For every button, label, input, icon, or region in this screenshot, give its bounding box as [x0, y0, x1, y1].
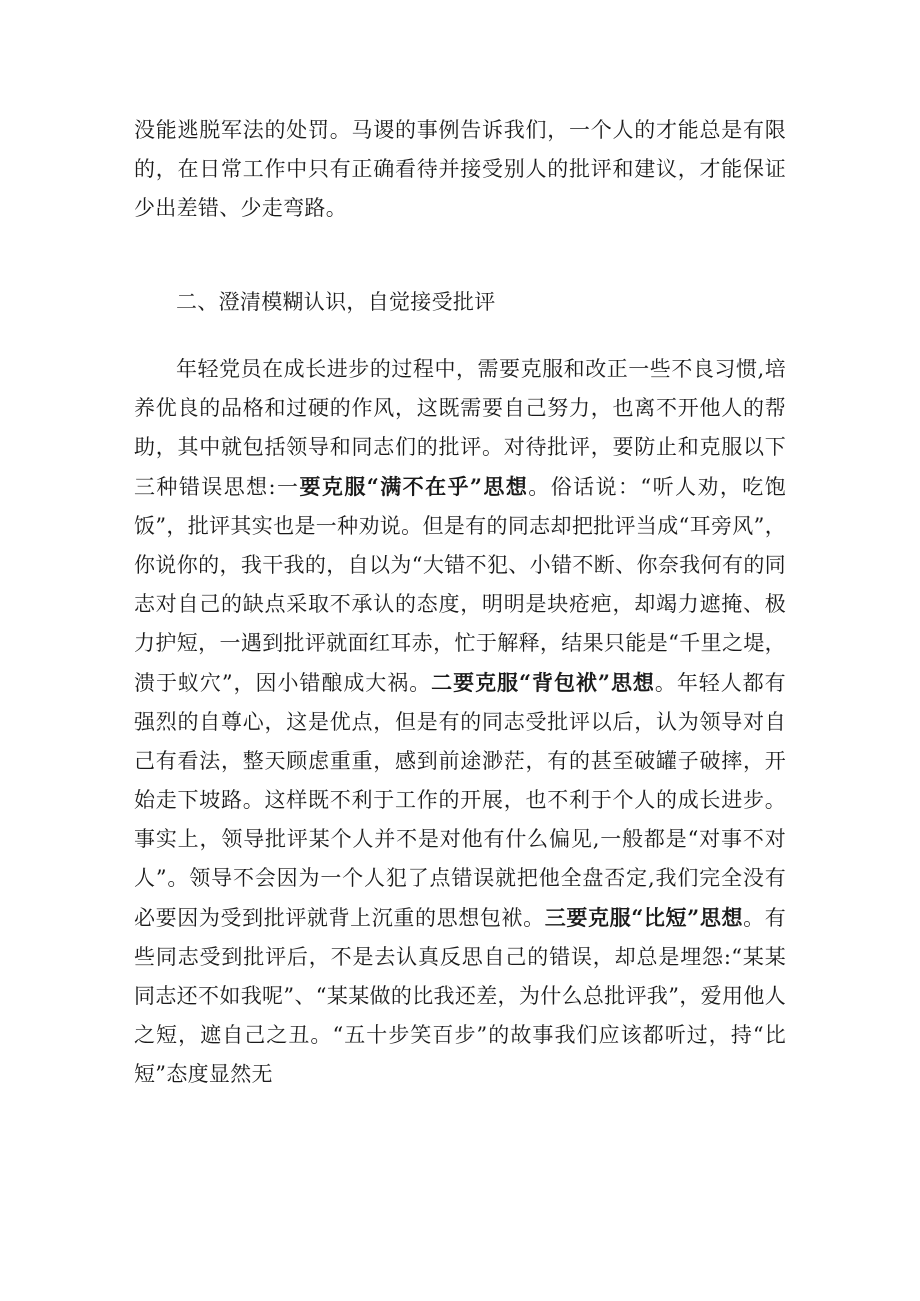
- paragraph-text: 。年轻人都有强烈的自尊心，这是优点，但是有的同志受批评以后，认为领导对自己有看法，整天顾虑重重，感到前途渺茫，有的甚至破罐子破摔，开始走下坡路。这样既不利于工作的开展，也不利于个人的成长进步。事实上，领导批评某个人并不是对他有什么偏见,一般都是“对事不对人”。领导不会因为一个人犯了点错误就把他全盘否定,我们完全没有必要因为受到批评就背上沉重的思想包袱。: [134, 671, 786, 930]
- paragraph-text: 年轻党员在成长进步的过程中，需要克服和改正一些不良习惯,培养优良的品格和过硬的作风，这既需要自己努力，也离不开他人的帮助，其中就包括领导和同志们的批评。对待批评，要防止和克服以下三种错误思想:一: [134, 357, 786, 499]
- paragraph-continued: 没能逃脱军法的处罚。马谡的事例告诉我们，一个人的才能总是有限的，在日常工作中只有正确看待并接受别人的批评和建议，才能保证少出差错、少走弯路。: [134, 118, 786, 220]
- section-heading: 二、澄清模糊认识，自觉接受批评: [176, 290, 496, 314]
- emphasis-text: 二要克服“背包袱”思想: [431, 670, 655, 695]
- emphasis-text: 要克服“满不在乎”思想: [299, 474, 529, 499]
- emphasis-text: 三要克服“比短”思想: [544, 905, 744, 930]
- paragraph-text: 。俗话说：“听人劝，吃饱饭”，批评其实也是一种劝说。但是有的同志却把批评当成“耳旁风”，你说你的，我干我的，自以为“大错不犯、小错不断、你奈我何有的同志对自己的缺点采取不承认的态度，明明是块疮疤，却竭力遮掩、极力护短，一遇到批评就面红耳赤，忙于解释，结果只能是“千里之堤，溃于蚁穴”，因小错酿成大祸。: [134, 475, 786, 695]
- paragraph-main: [134, 350, 786, 1094]
- paragraph-text: 。有些同志受到批评后，不是去认真反思自己的错误，却总是埋怨:“某某同志还不如我呢”、“某某做的比我还差，为什么总批评我”，爱用他人之短，遮自己之丑。“五十步笑百步”的故事我们应该都听过，持“比短”态度显然无: [134, 906, 786, 1086]
